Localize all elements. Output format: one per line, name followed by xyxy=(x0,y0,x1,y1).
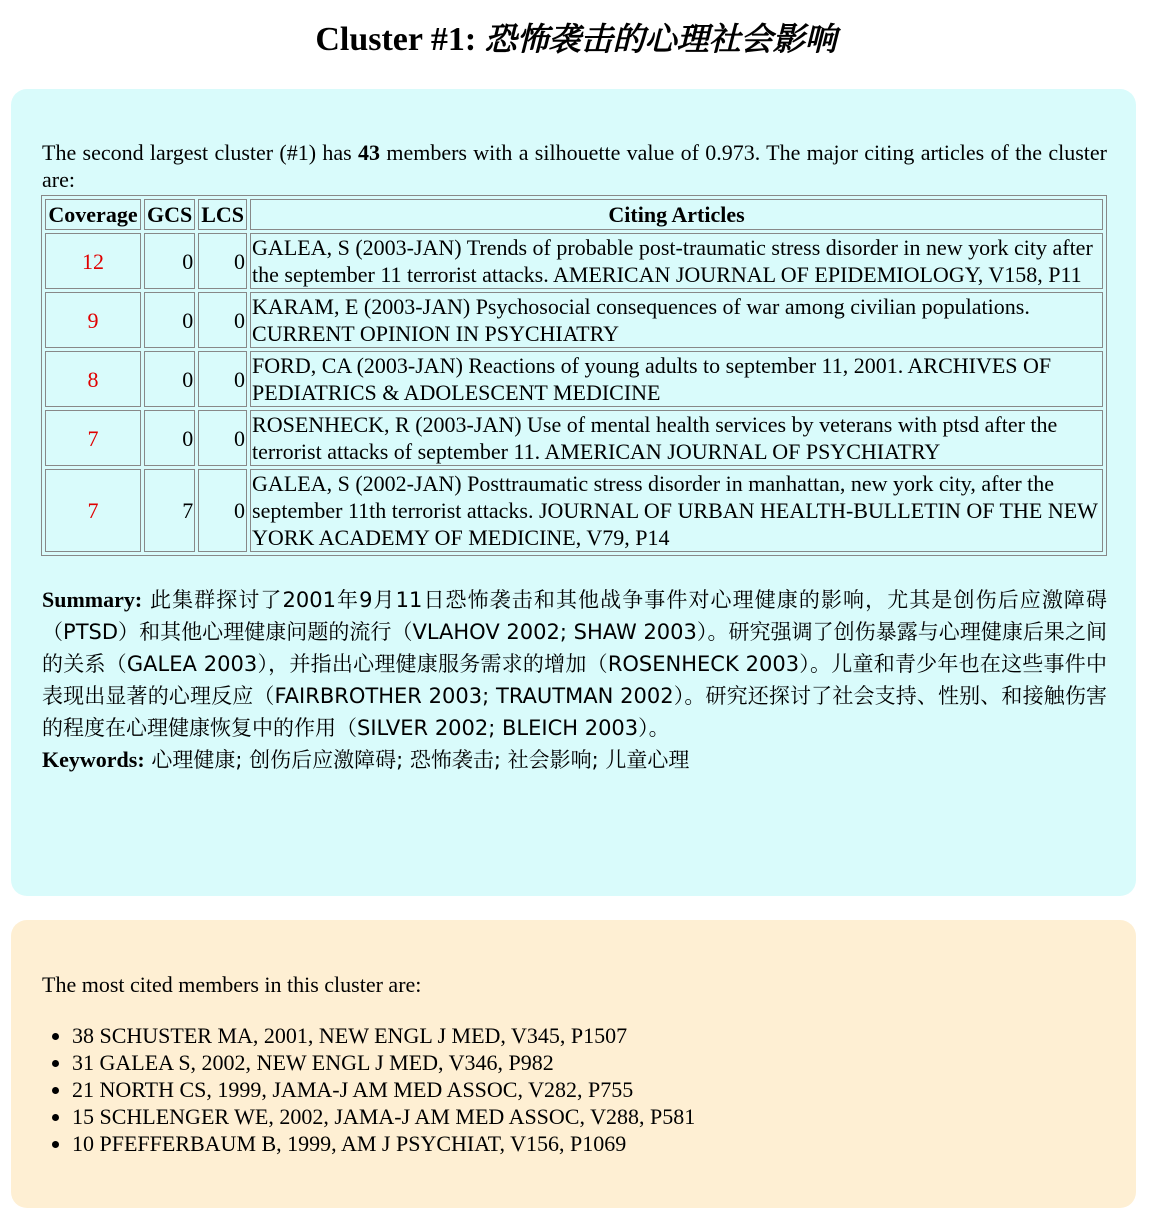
gcs-cell: 0 xyxy=(144,292,195,348)
table-row xyxy=(45,469,1103,552)
summary-label: Summary: xyxy=(42,587,143,612)
coverage-cell: 8 xyxy=(45,351,141,407)
coverage-cell: 7 xyxy=(45,469,141,552)
list-item: • 10 PFEFFERBAUM B, 1999, AM J PSYCHIAT, V156, P1069 xyxy=(72,1130,1107,1157)
intro-text-end: members with a silhouette value of 0.973. The major citing articles of the cluster are: xyxy=(42,140,1107,192)
article-cell: GALEA, S (2003-JAN) Trends of probable post-traumatic stress disorder in new york city after the september 11 terrorist attacks. AMERICAN JOURNAL OF EPIDEMIOLOGY, V158, P11 xyxy=(250,233,1103,289)
member-count: 43 xyxy=(358,140,381,165)
table-row xyxy=(45,410,1103,466)
table-row xyxy=(45,351,1103,407)
header-gcs: GCS xyxy=(144,199,195,230)
intro-text-start: The second largest cluster (#1) has xyxy=(42,140,359,165)
gcs-cell: 7 xyxy=(144,469,195,552)
article-cell: ROSENHECK, R (2003-JAN) Use of mental health services by veterans with ptsd after the terrorist attacks of september 11. AMERICAN JOURNAL OF PSYCHIATRY xyxy=(250,410,1103,466)
header-lcs: LCS xyxy=(198,199,247,230)
title-prefix: Cluster #1: xyxy=(315,21,485,58)
citing-articles-table xyxy=(41,195,1107,556)
lcs-cell: 0 xyxy=(198,469,247,552)
keywords-label: Keywords: xyxy=(42,747,145,772)
cluster-summary-panel xyxy=(11,89,1136,896)
most-cited-list xyxy=(42,1022,1107,1157)
lcs-cell: 0 xyxy=(198,292,247,348)
list-item: • 21 NORTH CS, 1999, JAMA-J AM MED ASSOC, V282, P755 xyxy=(72,1076,1107,1103)
list-item: • 38 SCHUSTER MA, 2001, NEW ENGL J MED, V345, P1507 xyxy=(72,1022,1107,1049)
lcs-cell: 0 xyxy=(198,351,247,407)
most-cited-heading: The most cited members in this cluster are: xyxy=(42,972,422,997)
article-cell: GALEA, S (2002-JAN) Posttraumatic stress disorder in manhattan, new york city, after the september 11th terrorist attacks. JOURNAL OF URBAN HEALTH-BULLETIN OF THE NEW YORK ACADEMY OF MEDICINE, V79, P14 xyxy=(250,469,1103,552)
gcs-cell: 0 xyxy=(144,410,195,466)
gcs-cell: 0 xyxy=(144,233,195,289)
coverage-cell: 7 xyxy=(45,410,141,466)
header-coverage: Coverage xyxy=(45,199,141,230)
summary-paragraph xyxy=(42,584,1107,744)
list-item: • 15 SCHLENGER WE, 2002, JAMA-J AM MED ASSOC, V288, P581 xyxy=(72,1103,1107,1130)
table-header-row xyxy=(45,199,1103,230)
lcs-cell: 0 xyxy=(198,410,247,466)
header-citing-articles: Citing Articles xyxy=(250,199,1103,230)
keywords-line xyxy=(42,744,1107,776)
gcs-cell: 0 xyxy=(144,351,195,407)
lcs-cell: 0 xyxy=(198,233,247,289)
title-topic: 恐怖袭击的心理社会影响 xyxy=(484,20,837,58)
cluster-intro xyxy=(42,139,1107,193)
keywords-text: 心理健康; 创伤后应激障碍; 恐怖袭击; 社会影响; 儿童心理 xyxy=(144,748,690,772)
most-cited-panel xyxy=(11,920,1136,1208)
list-item: • 31 GALEA S, 2002, NEW ENGL J MED, V346, P982 xyxy=(72,1049,1107,1076)
page-title xyxy=(0,0,1152,62)
coverage-cell: 12 xyxy=(45,233,141,289)
table-row xyxy=(45,292,1103,348)
summary-text: 此集群探讨了2001年9月11日恐怖袭击和其他战争事件对心理健康的影响，尤其是创伤后应激障碍（PTSD）和其他心理健康问题的流行（VLAHOV 2002; SHAW 2003）。研究强调了创伤暴露与心理健康后果之间的关系（GALEA 2003），并指出心理健康服务需求的增加（ROSENHECK 2003）。儿童和青少年也在这些事件中表现出显著的心理反应（FAIRBROTHER 2003; TRAUTMAN 2002）。研究还探讨了社会支持、性别、和接触伤害的程度在心理健康恢复中的作用（SILVER 2002; BLEICH 2003）。 xyxy=(42,588,1107,740)
table-row xyxy=(45,233,1103,289)
coverage-cell: 9 xyxy=(45,292,141,348)
article-cell: FORD, CA (2003-JAN) Reactions of young adults to september 11, 2001. ARCHIVES OF PEDIATRICS & ADOLESCENT MEDICINE xyxy=(250,351,1103,407)
article-cell: KARAM, E (2003-JAN) Psychosocial consequences of war among civilian populations. CURRENT OPINION IN PSYCHIATRY xyxy=(250,292,1103,348)
